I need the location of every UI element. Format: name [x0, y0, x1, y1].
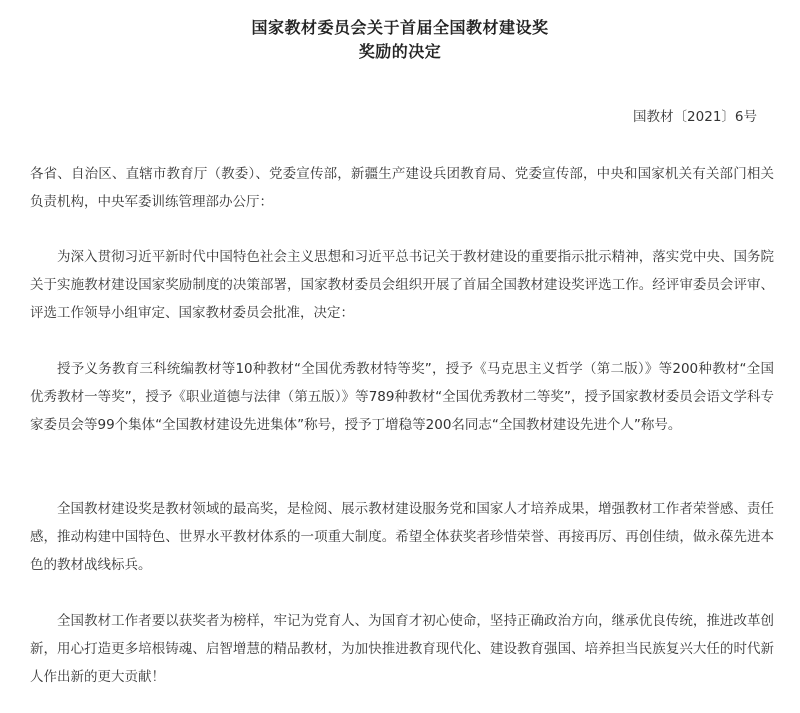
- document-title-line1: 国家教材委员会关于首届全国教材建设奖: [251, 18, 549, 37]
- document-title-line2: 奖励的决定: [358, 42, 442, 61]
- document-number: 国教材〔2021〕6号: [633, 109, 757, 125]
- addressee-paragraph: 各省、自治区、直辖市教育厅（教委）、党委宣传部，新疆生产建设兵团教育局、党委宣传部，中央和国家机关有关部门相关负责机构，中央军委训练管理部办公厅：: [30, 166, 774, 210]
- body-paragraph-2: 授予义务教育三科统编教材等10种教材“全国优秀教材特等奖”，授予《马克思主义哲学（第二版）》等200种教材“全国优秀教材一等奖”，授予《职业道德与法律（第五版）》等789种教材“全国优秀教材二等奖”，授予国家教材委员会语文学科专家委员会等99个集体“全国教材建设先进集体”称号，授予丁增稳等200名同志“全国教材建设先进个人”称号。: [30, 361, 774, 433]
- body-paragraph-1: 为深入贯彻习近平新时代中国特色社会主义思想和习近平总书记关于教材建设的重要指示批示精神，落实党中央、国务院关于实施教材建设国家奖励制度的决策部署，国家教材委员会组织开展了首届全国教材建设奖评选工作。经评审委员会评审、评选工作领导小组审定、国家教材委员会批准，决定：: [30, 249, 774, 321]
- body-paragraph-3: 全国教材建设奖是教材领域的最高奖，是检阅、展示教材建设服务党和国家人才培养成果，增强教材工作者荣誉感、责任感，推动构建中国特色、世界水平教材体系的一项重大制度。希望全体获奖者珍惜荣誉、再接再厉、再创佳绩，做永葆先进本色的教材战线标兵。: [30, 501, 774, 573]
- body-paragraph-4: 全国教材工作者要以获奖者为榜样，牢记为党育人、为国育才初心使命，坚持正确政治方向，继承优良传统，推进改革创新，用心打造更多培根铸魂、启智增慧的精品教材，为加快推进教育现代化、建设教育强国、培养担当民族复兴大任的时代新人作出新的更大贡献！: [30, 613, 774, 685]
